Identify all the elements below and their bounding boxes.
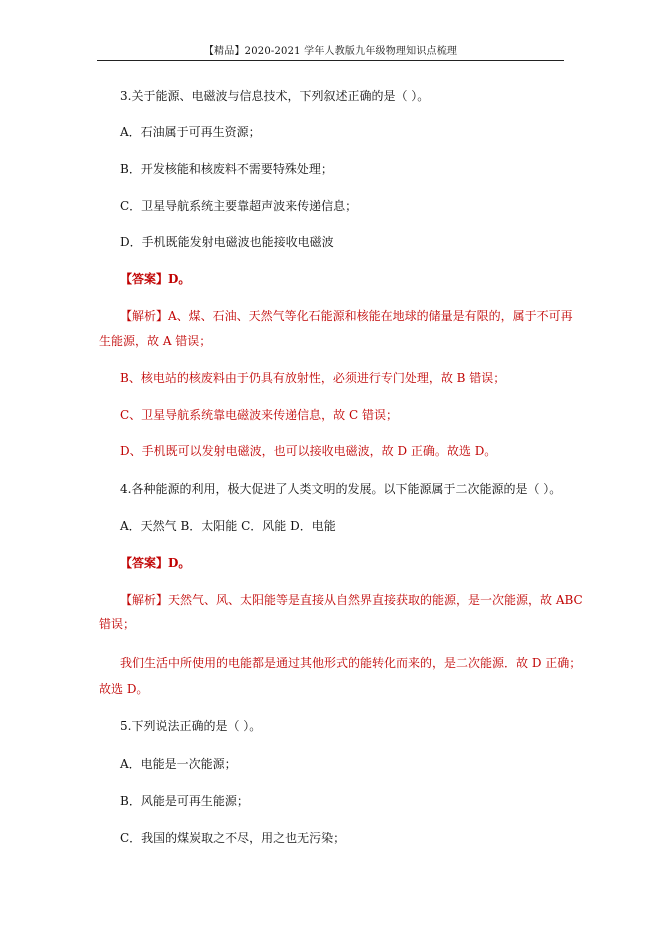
- question-4-options: A．天然气 B．太阳能 C．风能 D．电能: [120, 519, 336, 533]
- question-3-option-c: C．卫星导航系统主要靠超声波来传递信息；: [120, 199, 358, 213]
- question-4-explanation-line-4: 故选 D。: [99, 682, 149, 696]
- question-3-option-a: A．石油属于可再生资源；: [120, 125, 261, 139]
- question-5-option-b: B．风能是可再生能源；: [120, 794, 249, 808]
- question-3-explanation-line-2: 生能源，故 A 错误；: [99, 334, 212, 348]
- question-4-answer: 【答案】D。: [120, 556, 191, 570]
- question-3-answer: 【答案】D。: [120, 272, 191, 286]
- question-3-explanation-line-1: 【解析】A、煤、石油、天然气等化石能源和核能在地球的储量是有限的，属于不可再: [120, 309, 573, 323]
- question-3-option-b: B．开发核能和核废料不需要特殊处理；: [120, 162, 333, 176]
- question-3-stem: 3.关于能源、电磁波与信息技术，下列叙述正确的是（ ）。: [120, 89, 430, 103]
- question-4-explanation-line-1: 【解析】天然气、风、太阳能等是直接从自然界直接获取的能源，是一次能源，故 ABC: [120, 593, 583, 607]
- question-4-explanation-line-3: 我们生活中所使用的电能都是通过其他形式的能转化而来的，是二次能源．故 D 正确；: [120, 656, 582, 670]
- header-rule: [97, 60, 564, 61]
- question-3-option-d: D．手机既能发射电磁波也能接收电磁波: [120, 235, 334, 249]
- page-header-title: 【精品】2020-2021 学年人教版九年级物理知识点梳理: [203, 46, 458, 57]
- question-4-explanation-line-2: 错误；: [99, 617, 136, 631]
- question-3-explanation-line-4: C、卫星导航系统靠电磁波来传递信息，故 C 错误；: [120, 408, 398, 422]
- question-5-stem: 5.下列说法正确的是（ ）。: [120, 719, 262, 733]
- question-3-explanation-line-5: D、手机既可以发射电磁波，也可以接收电磁波，故 D 正确。故选 D。: [120, 444, 497, 458]
- question-5-option-c: C．我国的煤炭取之不尽，用之也无污染；: [120, 831, 346, 845]
- question-3-explanation-line-3: B、核电站的核废料由于仍具有放射性，必须进行专门处理，故 B 错误；: [120, 371, 506, 385]
- question-4-stem: 4.各种能源的利用，极大促进了人类文明的发展。以下能源属于二次能源的是（ ）。: [120, 482, 562, 496]
- question-5-option-a: A．电能是一次能源；: [120, 757, 237, 771]
